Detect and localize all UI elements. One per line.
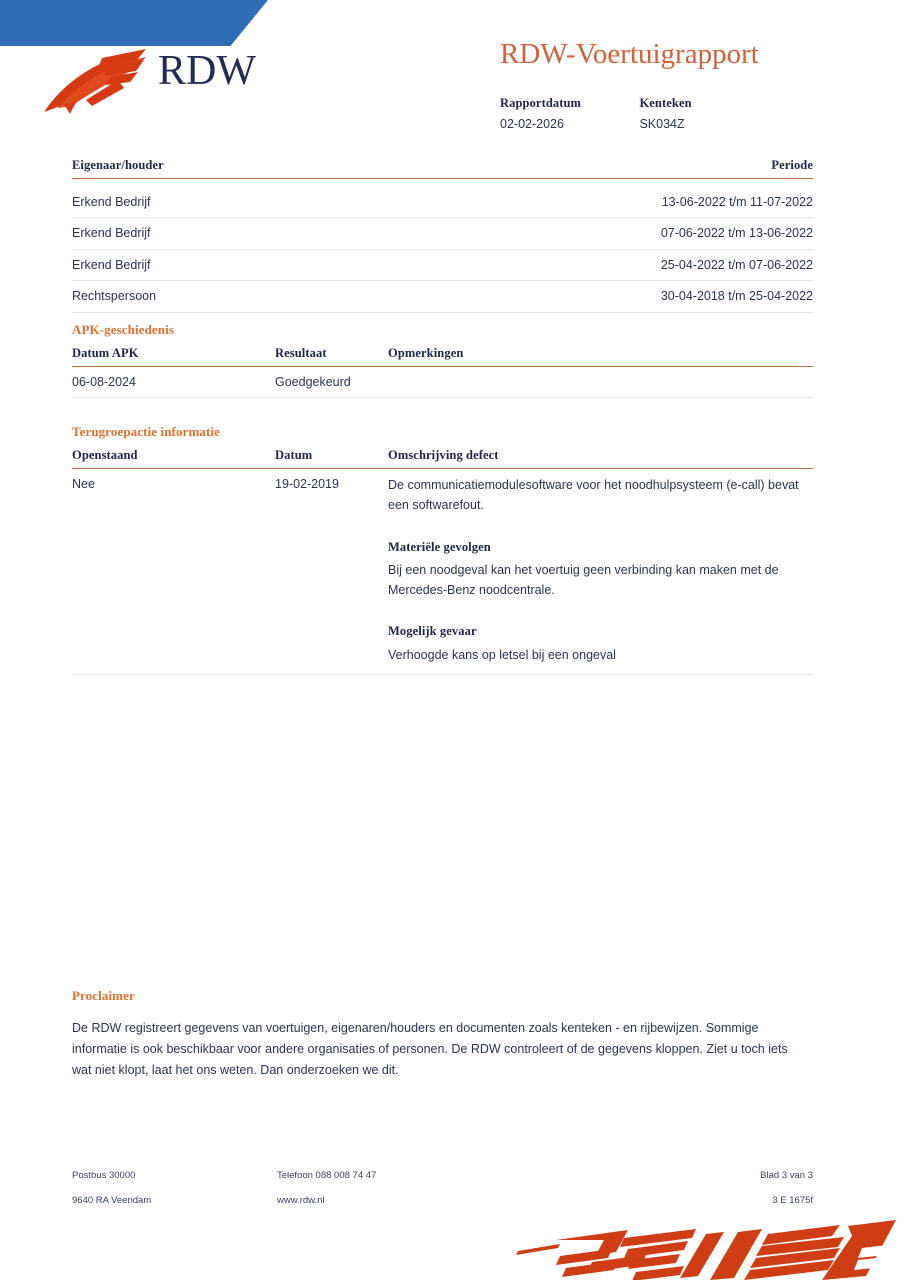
recall-section	[72, 424, 813, 675]
recall-open: Nee	[72, 469, 275, 675]
footer-row	[72, 1170, 813, 1181]
meta-value: SK034Z	[639, 117, 685, 131]
footer-address-line2: 9640 RA Veendam	[72, 1195, 152, 1206]
disclaimer-text: De RDW registreert gegevens van voertuigen, eigenaren/houders en documenten zoals kenteken - en rijbewijzen. Sommige informatie is ook beschikbaar voor andere organisaties of personen. De RDW controleert of de gegevens kloppen. Ziet u toch iets wat niet klopt, laat het ons weten. Dan onderzoeken we dit.	[72, 1021, 788, 1077]
meta-field-rapportdatum	[500, 96, 635, 131]
table-header-row	[72, 346, 813, 367]
table-header-row	[72, 448, 813, 469]
disclaimer-title: Proclaimer	[72, 988, 135, 1003]
apk-date: 06-08-2024	[72, 367, 275, 398]
footer-row	[72, 1195, 813, 1206]
apk-section-title: APK-geschiedenis	[72, 322, 174, 337]
meta-label: Rapportdatum	[500, 96, 582, 110]
column-header-datum-apk: Datum APK	[72, 346, 275, 367]
meta-label: Kenteken	[639, 96, 692, 110]
footer-form-code: 3 E 1675f	[772, 1195, 813, 1206]
owner-period: 25-04-2022 t/m 07-06-2022	[443, 249, 814, 280]
recall-block-heading-materiele-gevolgen: Materiële gevolgen	[388, 539, 491, 554]
recall-block-text-materiele-gevolgen: Bij een noodgeval kan het voertuig geen verbinding kan maken met de Mercedes-Benz noodcentrale.	[388, 562, 779, 598]
rdw-logo-text: RDW	[158, 48, 256, 94]
table-row	[72, 367, 813, 398]
meta-field-kenteken	[639, 96, 691, 131]
page-title: RDW-Voertuigrapport	[500, 38, 759, 70]
owner-period: 13-06-2022 t/m 11-07-2022	[443, 179, 814, 218]
owner-period: 07-06-2022 t/m 13-06-2022	[443, 218, 814, 249]
recall-defect-description: De communicatiemodulesoftware voor het noodhulpsysteem (e-call) bevat een softwarefout.	[388, 478, 799, 513]
apk-remarks	[388, 367, 813, 398]
rdw-arrow-mark-icon	[40, 44, 160, 121]
table-row	[72, 179, 813, 218]
column-header-opmerkingen: Opmerkingen	[388, 346, 813, 367]
rdw-speedlines-graphic	[500, 1218, 904, 1280]
recall-detail-cell	[388, 469, 813, 675]
page-footer	[72, 1170, 813, 1220]
table-header-row	[72, 158, 813, 179]
apk-result: Goedgekeurd	[275, 367, 388, 398]
owner-holder: Erkend Bedrijf	[72, 179, 443, 218]
recall-section-title: Terugroepactie informatie	[72, 424, 220, 439]
column-header-datum: Datum	[275, 448, 388, 469]
column-header-periode: Periode	[443, 158, 814, 179]
recall-table	[72, 448, 813, 675]
footer-address-line1: Postbus 30000	[72, 1170, 136, 1181]
footer-website: www.rdw.nl	[277, 1195, 325, 1206]
owner-holder: Rechtspersoon	[72, 281, 443, 312]
footer-page-number: Blad 3 van 3	[760, 1170, 813, 1181]
footer-contact-line1: Telefoon 088 008 74 47	[277, 1170, 377, 1181]
report-meta	[500, 96, 692, 131]
owner-period: 30-04-2018 t/m 25-04-2022	[443, 281, 814, 312]
meta-value: 02-02-2026	[500, 117, 564, 131]
recall-date: 19-02-2019	[275, 469, 388, 675]
column-header-omschrijving-defect: Omschrijving defect	[388, 448, 813, 469]
recall-block-text-mogelijk-gevaar: Verhoogde kans op letsel bij een ongeval	[388, 647, 616, 662]
apk-table	[72, 346, 813, 398]
topdealauto-watermark-banner	[0, 0, 268, 46]
table-row	[72, 218, 813, 249]
table-row	[72, 469, 813, 675]
column-header-resultaat: Resultaat	[275, 346, 388, 367]
recall-block-heading-mogelijk-gevaar: Mogelijk gevaar	[388, 624, 477, 639]
table-row	[72, 281, 813, 312]
disclaimer-section	[72, 988, 788, 1081]
apk-section	[72, 322, 813, 398]
owner-holder: Erkend Bedrijf	[72, 249, 443, 280]
column-header-eigenaar: Eigenaar/houder	[72, 158, 443, 179]
owner-table	[72, 158, 813, 313]
table-row	[72, 249, 813, 280]
owner-holder: Erkend Bedrijf	[72, 218, 443, 249]
owner-section	[72, 158, 813, 313]
column-header-openstaand: Openstaand	[72, 448, 275, 469]
